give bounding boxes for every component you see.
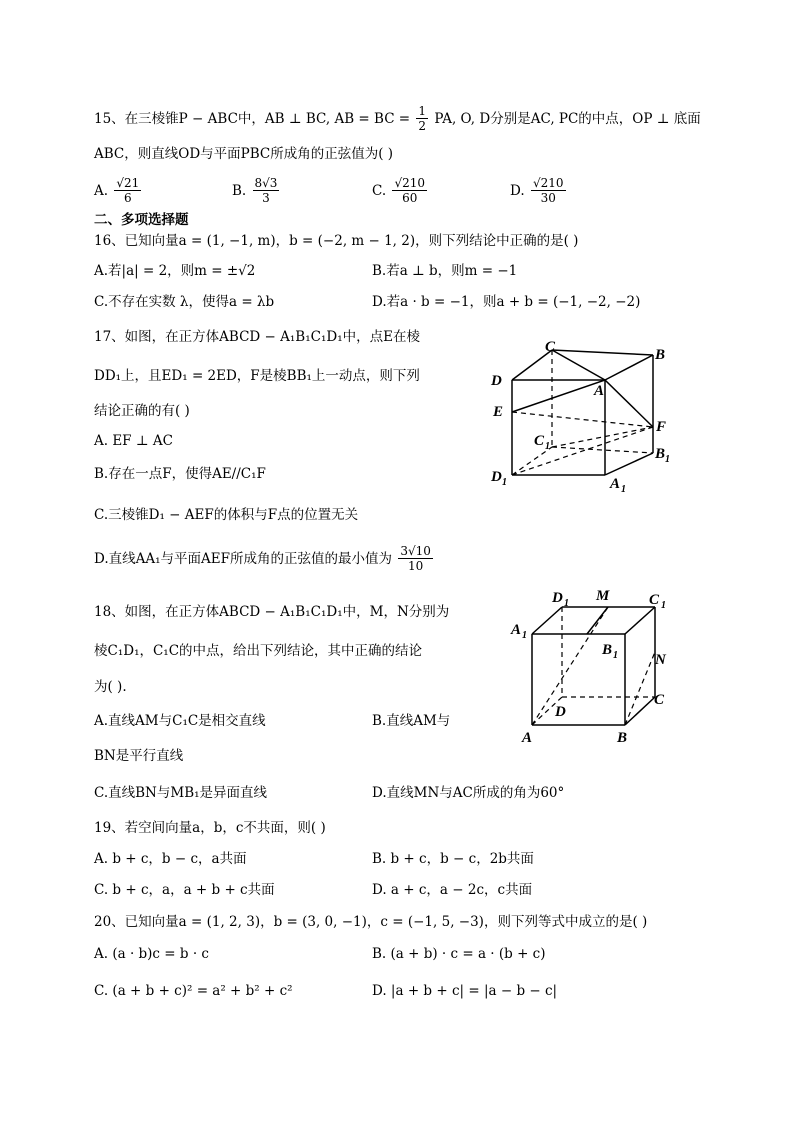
q15-half-num: 1 — [418, 104, 427, 118]
q17-option-b: B.存在一点F，使得AE//C₁F — [94, 466, 266, 482]
q15-line1 — [94, 104, 701, 135]
q17-option-a: A. EF ⊥ AC — [94, 433, 173, 449]
q17-option-d-text: D.直线AA₁与平面AEF所成角的正弦值的最小值为 — [94, 551, 393, 567]
q18-option-b-part2: BN是平行直线 — [94, 748, 184, 764]
q15-option-b-label: B. — [232, 183, 247, 199]
q15-option-d-num: √210 — [532, 176, 564, 190]
q18-option-b-part1: B.直线AM与 — [372, 713, 451, 729]
q18-label-n: N — [655, 652, 666, 668]
q18-label-a1-sub: 1 — [522, 630, 527, 641]
q15-option-d-den: 30 — [540, 191, 556, 206]
q17-label-d: D — [491, 373, 502, 389]
q18-label-a: A — [522, 730, 533, 746]
q18-label-a1: A — [511, 622, 522, 638]
q17-label-c1: C — [534, 433, 545, 449]
q15-half-fraction — [416, 104, 428, 135]
q18-label-b1-sub: 1 — [613, 650, 618, 661]
q19-option-c: C. b + c，a，a + b + c共面 — [94, 882, 275, 898]
q15-option-a-den: 6 — [123, 191, 132, 206]
q18-option-a: A.直线AM与C₁C是相交直线 — [94, 713, 266, 729]
q15-line2: ABC，则直线OD与平面PBC所成角的正弦值为( ) — [94, 146, 394, 162]
q18-label-b: B — [617, 730, 628, 746]
q17-label-b1-sub: 1 — [665, 454, 670, 465]
q20-option-b: B. (a + b) · c = a · (b + c) — [372, 946, 546, 962]
q17-label-b1: B — [655, 446, 666, 462]
q17-label-d1-sub: 1 — [502, 477, 507, 488]
q17-label-c: C — [545, 339, 556, 355]
q16-stem: 16、已知向量a = (1, −1, m)，b = (−2, m − 1, 2)，则下列结论中正确的是( ) — [94, 233, 579, 249]
q15-option-d-label: D. — [510, 183, 525, 199]
q19-option-b: B. b + c，b − c，2b共面 — [372, 851, 534, 867]
q15-option-c — [372, 176, 429, 207]
q18-label-m: M — [596, 588, 610, 604]
q15-text-1: 15、在三棱锥P − ABC中，AB ⊥ BC, AB = BC = — [94, 111, 411, 127]
q20-option-c: C. (a + b + c)² = a² + b² + c² — [94, 983, 293, 999]
q16-option-c: C.不存在实数 λ，使得a = λb — [94, 294, 275, 310]
q17-label-c1-sub: 1 — [545, 441, 550, 452]
q18-label-d1-sub: 1 — [564, 598, 569, 609]
q19-option-a: A. b + c，b − c，a共面 — [94, 851, 247, 867]
q15-option-b-num: 8√3 — [254, 176, 278, 190]
q18-option-d: D.直线MN与AC所成的角为60° — [372, 785, 565, 801]
q15-option-b — [232, 176, 281, 207]
q17-line1: 17、如图，在正方体ABCD − A₁B₁C₁D₁中，点E在棱 — [94, 329, 420, 345]
q17-label-d1: D — [491, 469, 502, 485]
q17-label-a1-sub: 1 — [621, 484, 626, 495]
q17-option-d-den: 10 — [407, 559, 424, 574]
q15-option-a-num: √21 — [116, 176, 140, 190]
q18-label-b1: B — [602, 642, 613, 658]
q15-option-c-label: C. — [372, 183, 387, 199]
q17-option-c: C.三棱锥D₁ − AEF的体积与F点的位置无关 — [94, 507, 359, 523]
q15-option-a — [94, 176, 143, 207]
q16-option-b: B.若a ⊥ b，则m = −1 — [372, 263, 518, 279]
q17-label-f: F — [656, 419, 667, 435]
q17-option-d-num: 3√10 — [400, 544, 431, 558]
q18-line3: 为( ). — [94, 679, 127, 695]
q15-option-c-num: √210 — [394, 176, 425, 190]
q19-option-d: D. a + c，a − 2c，c共面 — [372, 882, 533, 898]
q17-label-a1: A — [610, 476, 621, 492]
q17-label-a: A — [594, 383, 605, 399]
q15-option-d — [510, 176, 568, 207]
q18-label-c: C — [654, 692, 665, 708]
q18-line2: 棱C₁D₁，C₁C的中点，给出下列结论，其中正确的结论 — [94, 643, 423, 659]
q18-cube-figure — [505, 582, 685, 747]
q18-label-d: D — [555, 704, 566, 720]
q17-line2: DD₁上，且ED₁ = 2ED，F是棱BB₁上一动点，则下列 — [94, 368, 420, 384]
q16-option-d: D.若a · b = −1，则a + b = (−1, −2, −2) — [372, 294, 641, 310]
q17-option-d — [94, 544, 435, 575]
q17-cube-figure — [485, 335, 675, 500]
q18-label-c1-sub: 1 — [661, 600, 666, 611]
q15-half-den: 2 — [418, 119, 427, 134]
q20-option-d: D. |a + b + c| = |a − b − c| — [372, 983, 558, 999]
q18-label-d1: D — [552, 590, 563, 606]
q19-stem: 19、若空间向量a，b，c不共面，则( ) — [94, 820, 326, 836]
q16-option-a: A.若|a| = 2，则m = ±√2 — [94, 263, 256, 279]
section-title-multiple-choice: 二、多项选择题 — [94, 212, 189, 228]
q18-option-c: C.直线BN与MB₁是异面直线 — [94, 785, 268, 801]
q15-text-1-tail: PA, O, D分别是AC, PC的中点，OP ⊥ 底面 — [434, 111, 701, 127]
q20-option-a: A. (a · b)c = b · c — [94, 946, 209, 962]
q17-line3: 结论正确的有( ) — [94, 403, 190, 419]
q15-option-c-den: 60 — [402, 191, 418, 206]
q17-label-e: E — [493, 404, 504, 420]
q17-label-b: B — [655, 347, 666, 363]
q18-line1: 18、如图，在正方体ABCD − A₁B₁C₁D₁中，M，N分别为 — [94, 604, 450, 620]
q15-option-b-den: 3 — [262, 191, 270, 206]
q20-stem: 20、已知向量a = (1, 2, 3)，b = (3, 0, −1)，c = (−1, 5, −3)，则下列等式中成立的是( ) — [94, 914, 648, 930]
q18-label-c1: C — [649, 592, 660, 608]
q15-option-a-label: A. — [94, 183, 109, 199]
